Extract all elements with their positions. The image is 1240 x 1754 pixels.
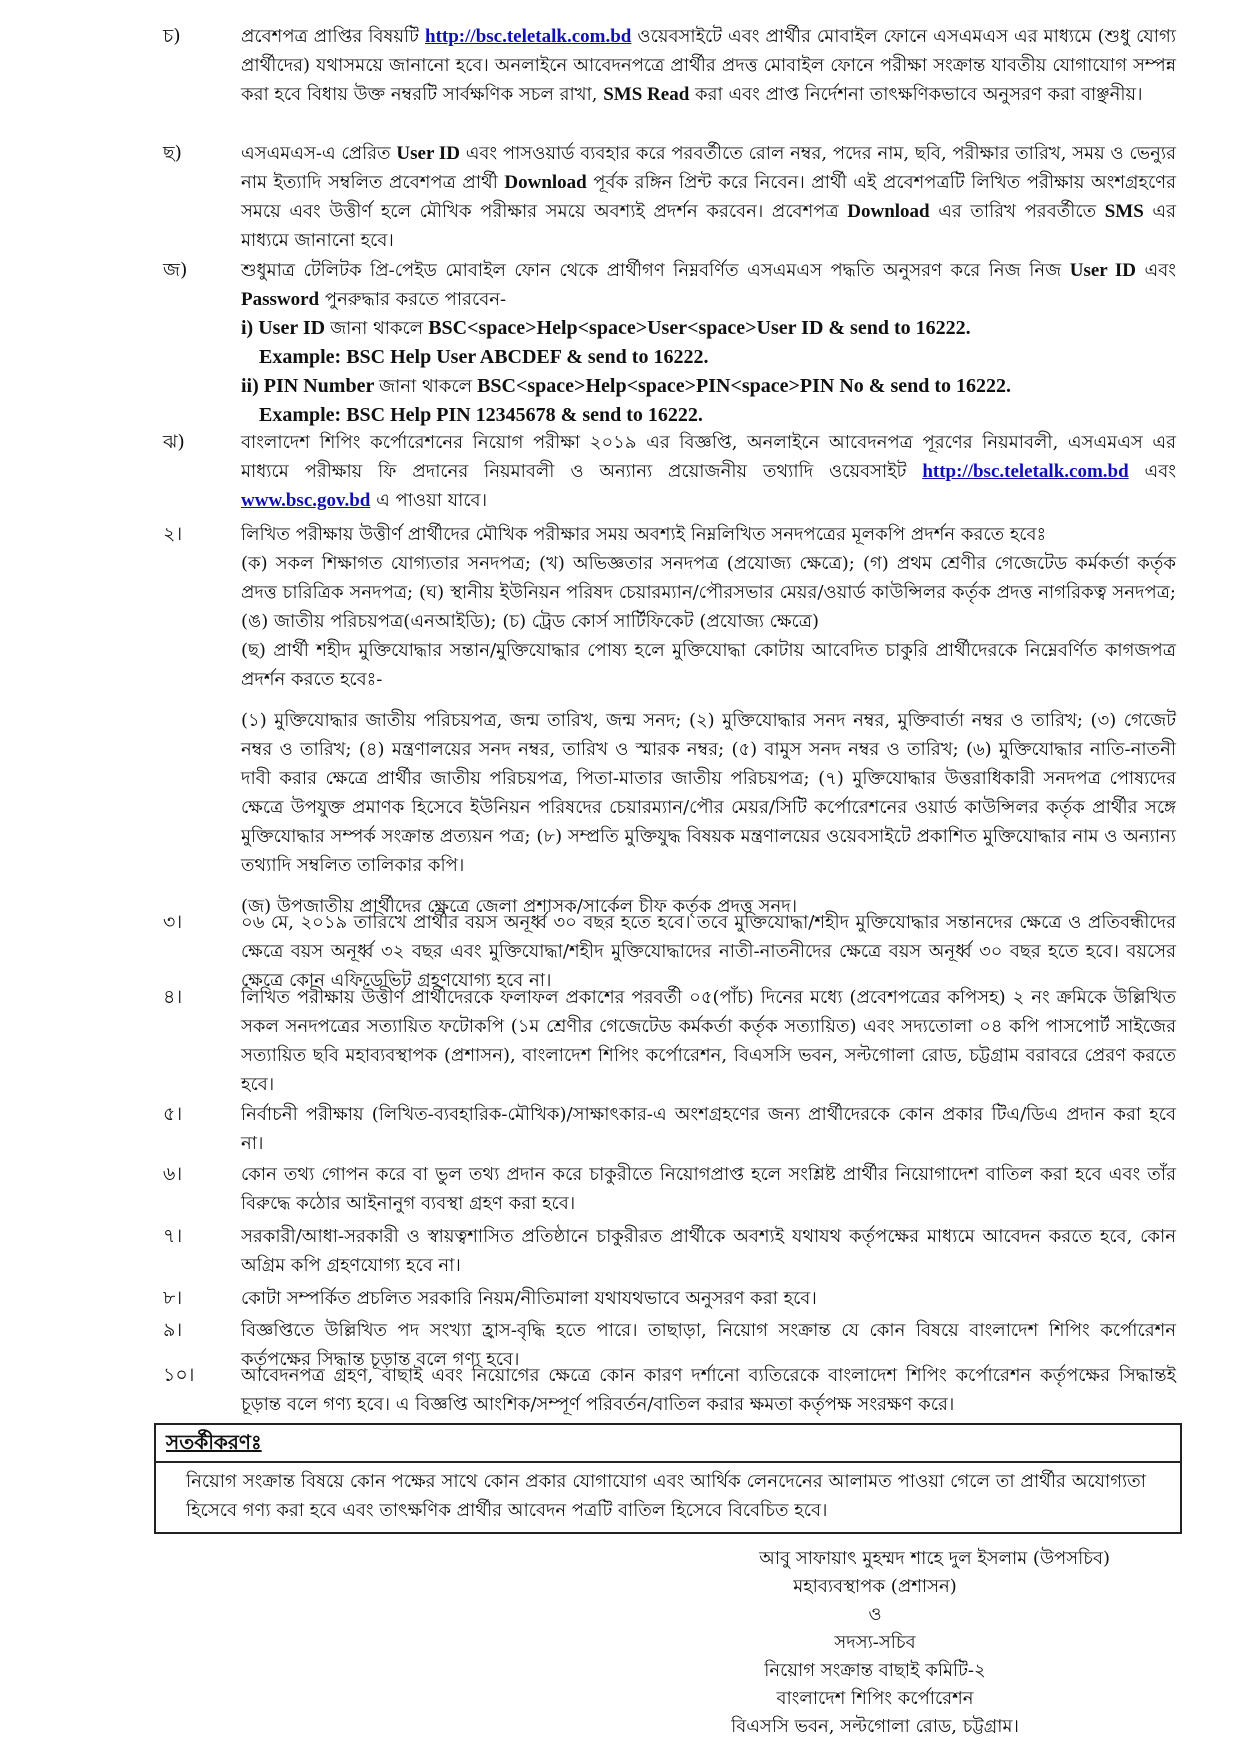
item-text: এসএমএস-এ প্রেরিত User ID এবং পাসওয়ার্ড ব্যবহার করে পরবর্তীতে রোল নম্বর, পদের নাম, ছবি, পরীক্ষার তারিখ, সময় ও ভেন্যুর নাম ইত্যাদি সম্বলিত প্রবেশপত্র প্রার্থী Download পূর্বক রঙ্গিন প্রিন্ট করে নিবেন। প্রার্থী এই প্রবেশপত্রটি লিখিত পরীক্ষায় অংশগ্রহণের সময়ে এবং উত্তীর্ণ হলে মৌখিক পরীক্ষার সময়ে অবশ্যই প্রদর্শন করবেন। প্রবেশপত্র Download এর তারিখ পরবর্তীতে SMS এর মাধ্যমে জানানো হবে। [241, 143, 1176, 251]
item-number: ২। [163, 523, 183, 545]
signatory-address: বিএসসি ভবন, সল্টগোলা রোড, চট্টগ্রাম। [731, 1716, 1019, 1737]
item-text: কোন তথ্য গোপন করে বা ভুল তথ্য প্রদান করে চাকুরীতে নিয়োগপ্রাপ্ত হলে সংশ্লিষ্ট প্রার্থীর নিয়োগাদেশ বাতিল করা হবে এবং তাঁর বিরুদ্ধে কঠোর আইনানুগ ব্যবস্থা গ্রহণ করা হবে। [241, 1164, 1176, 1214]
item-text: নির্বাচনী পরীক্ষায় (লিখিত-ব্যবহারিক-মৌখিক)/সাক্ষাৎকার-এ অংশগ্রহণের জন্য প্রার্থীদেরকে কোন প্রকার টিএ/ডিএ প্রদান করা হবে না। [241, 1104, 1176, 1154]
item-number: ৭। [163, 1225, 183, 1247]
sms-format-pin: ii) PIN Number জানা থাকলে BSC<space>Help<space>PIN<space>PIN No & send to 16222. [241, 375, 1012, 397]
item-text: প্রবেশপত্র প্রাপ্তির বিষয়টি http://bsc.teletalk.com.bd ওয়েবসাইটে এবং প্রার্থীর মোবাইল ফোনে এসএমএস এর মাধ্যমে (শুধু যোগ্য প্রার্থীদের) যথাসময়ে জানানো হবে। অনলাইনে আবেদনপত্রে প্রার্থীর প্রদত্ত মোবাইল ফোনে পরীক্ষা সংক্রান্ত যাবতীয় যোগাযোগ সম্পন্ন করা হবে বিধায় উক্ত নম্বরটি সার্বক্ষণিক সচল রাখা, SMS Read করা এবং প্রাপ্ত নির্দেশনা তাৎক্ষণিকভাবে অনুসরণ করা বাঞ্ছনীয়। [241, 26, 1176, 105]
item-text: ০৬ মে, ২০১৯ তারিখে প্রার্থীর বয়স অনূর্ধ্ব ৩০ বছর হতে হবে। তবে মুক্তিযোদ্ধা/শহীদ মুক্তিযোদ্ধার সন্তানদের ক্ষেত্রে ও প্রতিবন্ধীদের ক্ষেত্রে বয়স অনূর্ধ্ব ৩২ বছর এবং মুক্তিযোদ্ধা/শহীদ মুক্তিযোদ্ধাদের নাতী-নাতনীদের ক্ষেত্রে বয়স অনূর্ধ্ব ৩০ বছর হতে হবে। বয়সের ক্ষেত্রে কোন এফিডেভিট গ্রহণযোগ্য হবে না। [241, 912, 1176, 991]
item-text: সরকারী/আধা-সরকারী ও স্বায়ত্বশাসিত প্রতিষ্ঠানে চাকুরীরত প্রার্থীকে অবশ্যই যথাযথ কর্তৃপক্ষের মাধ্যমে আবেদন করতে হবে, কোন অগ্রিম কপি গ্রহণযোগ্য হবে না। [241, 1226, 1176, 1276]
item-number: ১০। [163, 1364, 195, 1386]
signatory-and: ও [868, 1604, 882, 1625]
sms-example-user-id: Example: BSC Help User ABCDEF & send to 16222. [259, 346, 709, 368]
item-number: ছ) [163, 142, 182, 164]
signatory-committee: নিয়োগ সংক্রান্ত বাছাই কমিটি-২ [764, 1660, 986, 1681]
warning-header [156, 1425, 1180, 1463]
item-text: বাংলাদেশ শিপিং কর্পোরেশনের নিয়োগ পরীক্ষা ২০১৯ এর বিজ্ঞপ্তি, অনলাইনে আবেদনপত্র পূরণের নিয়মাবলী, এসএমএস এর মাধ্যমে পরীক্ষায় ফি প্রদানের নিয়মাবলী ও অন্যান্য প্রয়োজনীয় তথ্যাদি ওয়েবসাইট http://bsc.teletalk.com.bd এবং www.bsc.gov.bd এ পাওয়া যাবে। [241, 432, 1176, 511]
item-number: চ) [163, 25, 181, 47]
item-number: ৬। [163, 1163, 183, 1185]
item-number: ৮। [163, 1287, 183, 1309]
item-number: ৩। [163, 911, 183, 933]
item-text: লিখিত পরীক্ষায় উত্তীর্ণ প্রার্থীদেরকে ফলাফল প্রকাশের পরবর্তী ০৫(পাঁচ) দিনের মধ্যে (প্রবেশপত্রের কপিসহ) ২ নং ক্রমিকে উল্লিখিত সকল সনদপত্রের সত্যায়িত ফটোকপি (১ম শ্রেণীর গেজেটেড কর্মকর্তা কর্তৃক সত্যায়িত) এবং সদ্যতোলা ০৪ কপি পাসপোর্ট সাইজের সত্যায়িত ছবি মহাব্যবস্থাপক (প্রশাসন), বাংলাদেশ শিপিং কর্পোরেশন, বিএসসি ভবন, সল্টগোলা রোড, চট্টগ্রাম বরাবরে প্রেরণ করতে হবে। [241, 987, 1176, 1095]
item-number: ঝ) [163, 431, 185, 453]
item-number: ৪। [163, 986, 183, 1008]
item-text: কোটা সম্পর্কিত প্রচলিত সরকারি নিয়ম/নীতিমালা যথাযথভাবে অনুসরণ করা হবে। [241, 1288, 817, 1309]
item-text: আবেদনপত্র গ্রহণ, বাছাই এবং নিয়োগের ক্ষেত্রে কোন কারণ দর্শানো ব্যতিরেকে বাংলাদেশ শিপিং কর্পোরেশন কর্তৃপক্ষের সিদ্ধান্তই চূড়ান্ত বলে গণ্য হবে। এ বিজ্ঞপ্তি আংশিক/সম্পূর্ণ পরিবর্তন/বাতিল করার ক্ষমতা কর্তৃপক্ষ সংরক্ষণ করে। [241, 1365, 1176, 1415]
signatory-organization: বাংলাদেশ শিপিং কর্পোরেশন [776, 1688, 974, 1709]
warning-text: নিয়োগ সংক্রান্ত বিষয়ে কোন পক্ষের সাথে কোন প্রকার যোগাযোগ এবং আর্থিক লেনদেনের আলামত পাওয়া গেলে তা প্রার্থীর অযোগ্যতা হিসেবে গণ্য করা হবে এবং তাৎক্ষণিক প্রার্থীর আবেদন পত্রটি বাতিল হিসেবে বিবেচিত হবে। [186, 1471, 1146, 1521]
item-text: লিখিত পরীক্ষায় উত্তীর্ণ প্রার্থীদের মৌখিক পরীক্ষার সময় অবশ্যই নিম্নলিখিত সনদপত্রের মূলকপি প্রদর্শন করতে হবেঃ (ক) সকল শিক্ষাগত যোগ্যতার সনদপত্র; (খ) অভিজ্ঞতার সনদপত্র (প্রযোজ্য ক্ষেত্রে); (গ) প্রথম শ্রেণীর গেজেটেড কর্মকর্তা কর্তৃক প্রদত্ত চারিত্রিক সনদপত্র; (ঘ) স্থানীয় ইউনিয়ন পরিষদ চেয়ারম্যান/পৌরসভার মেয়র/ওয়ার্ড কাউন্সিলর কর্তৃক প্রদত্ত নাগরিকত্ব সনদপত্র; (ঙ) জাতীয় পরিচয়পত্র(এনআইডি); (চ) ট্রেড কোর্স সার্টিফিকেট (প্রযোজ্য ক্ষেত্রে) (ছ) প্রার্থী শহীদ মুক্তিযোদ্ধার সন্তান/মুক্তিযোদ্ধার পোষ্য হলে মুক্তিযোদ্ধা কোটায় আবেদিত চাকুরি প্রার্থীদেরকে নিম্নেবর্ণিত কাগজপত্র প্রদর্শন করতে হবেঃ- (১) মুক্তিযোদ্ধার জাতীয় পরিচয়পত্র, জন্ম তারিখ, জন্ম সনদ; (২) মুক্তিযোদ্ধার সনদ নম্বর, মুক্তিবার্তা নম্বর ও তারিখ; (৩) গেজেট নম্বর ও তারিখ; (৪) মন্ত্রণালয়ের সনদ নম্বর, তারিখ ও স্মারক নম্বর; (৫) বামুস সনদ নম্বর ও তারিখ; (৬) মুক্তিযোদ্ধার নাতি-নাতনী দাবী করার ক্ষেত্রে প্রার্থীর জাতীয় পরিচয়পত্র, পিতা-মাতার জাতীয় পরিচয়পত্র; (৭) মুক্তিযোদ্ধার উত্তরাধিকারী সনদপত্র পোষ্যদের ক্ষেত্রে উপযুক্ত প্রমাণক হিসেবে ইউনিয়ন পরিষদের চেয়ারম্যান/পৌর মেয়র/সিটি কর্পোরেশনের ওয়ার্ড কাউন্সিলর কর্তৃক প্রার্থীর সঙ্গে মুক্তিযোদ্ধার সম্পর্ক সংক্রান্ত প্রত্যয়ন পত্র; (৮) সম্প্রতি মুক্তিযুদ্ধ বিষয়ক মন্ত্রণালয়ের ওয়েবসাইটে প্রকাশিত মুক্তিযোদ্ধার নাম ও অন্যান্য তথ্যাদি সম্বলিত তালিকার কপি। (জ) উপজাতীয় প্রার্থীদের ক্ষেত্রে জেলা প্রশাসক/সার্কেল চীফ কর্তৃক প্রদত্ত সনদ। [241, 524, 1176, 917]
signatory-name: আবু সাফায়াৎ মুহম্মদ শাহে দুল ইসলাম (উপসচিব) [759, 1548, 1110, 1569]
teletalk-link[interactable]: http://bsc.teletalk.com.bd [922, 461, 1129, 482]
item-number: জ) [163, 259, 188, 281]
item-number: ৫। [163, 1103, 183, 1125]
signatory-title-2: সদস্য-সচিব [834, 1632, 916, 1653]
sms-example-pin: Example: BSC Help PIN 12345678 & send to 16222. [259, 404, 703, 426]
teletalk-link[interactable]: http://bsc.teletalk.com.bd [425, 26, 632, 47]
warning-title: সতর্কীকরণঃ [166, 1430, 262, 1454]
bsc-gov-link[interactable]: www.bsc.gov.bd [241, 490, 371, 511]
sms-format-user-id: i) User ID জানা থাকলে BSC<space>Help<space>User<space>User ID & send to 16222. [241, 317, 971, 339]
signature-block [640, 1545, 1110, 1741]
item-text: বিজ্ঞপ্তিতে উল্লিখিত পদ সংখ্যা হ্রাস-বৃদ্ধি হতে পারে। তাছাড়া, নিয়োগ সংক্রান্ত যে কোন বিষয়ে বাংলাদেশ শিপিং কর্পোরেশন কর্তৃপক্ষের সিদ্ধান্ত চূড়ান্ত বলে গণ্য হবে। [241, 1320, 1176, 1370]
warning-box [154, 1423, 1182, 1534]
item-text: শুধুমাত্র টেলিটক প্রি-পেইড মোবাইল ফোন থেকে প্রার্থীগণ নিম্নবর্ণিত এসএমএস পদ্ধতি অনুসরণ করে নিজ নিজ User ID এবং Password পুনরুদ্ধার করতে পারবেন- i) User ID জানা থাকলে BSC<space>Help<space>User<space>User ID & send to 16222. Example: BSC Help User ABCDEF & send to 16222. ii) PIN Number জানা থাকলে BSC<space>Help<space>PIN<space>PIN No & send to 16222. Example: BSC Help PIN 12345678 & send to 16222. [241, 256, 1176, 430]
item-number: ৯। [163, 1319, 183, 1341]
signatory-title: মহাব্যবস্থাপক (প্রশাসন) [793, 1576, 957, 1597]
